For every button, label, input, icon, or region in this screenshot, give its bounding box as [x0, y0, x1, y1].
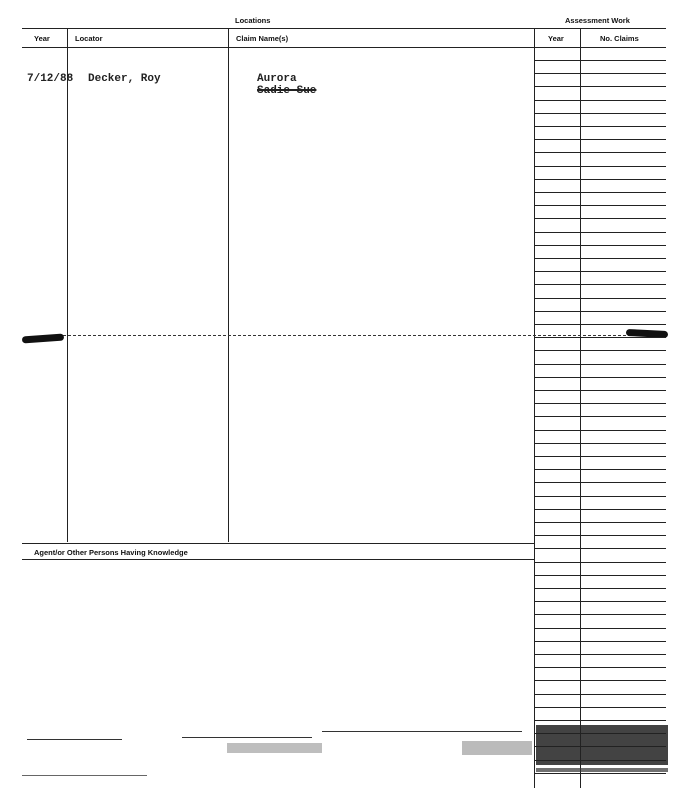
col-claim-names-header: Claim Name(s)	[236, 34, 289, 43]
assessment-work-row-line	[535, 284, 666, 285]
assessment-work-row-line	[535, 298, 666, 299]
col-aw-year-header: Year	[548, 34, 564, 43]
assessment-work-row-line	[535, 377, 666, 378]
assessment-work-row-line	[535, 654, 666, 655]
col-divider-aw-year	[580, 28, 581, 788]
assessment-work-row-line	[535, 166, 666, 167]
assessment-work-row-line	[535, 245, 666, 246]
assessment-work-row-line	[535, 707, 666, 708]
assessment-work-row-line	[535, 416, 666, 417]
assessment-work-row-line	[535, 641, 666, 642]
assessment-work-row-line	[535, 496, 666, 497]
col-divider-year	[67, 28, 68, 542]
assessment-work-row-line	[535, 720, 666, 721]
col-locator-header: Locator	[75, 34, 103, 43]
assessment-work-row-line	[535, 562, 666, 563]
smudge-left	[22, 334, 64, 344]
assessment-work-row-line	[535, 575, 666, 576]
assessment-work-row-line	[535, 522, 666, 523]
assessment-work-row-line	[535, 205, 666, 206]
header-top-rule	[22, 28, 666, 29]
assessment-work-row-line	[535, 350, 666, 351]
locations-title: Locations	[235, 16, 271, 25]
header-bottom-rule	[22, 47, 666, 48]
assessment-work-row-line	[535, 73, 666, 74]
assessment-work-row-line	[535, 126, 666, 127]
assessment-work-row-line	[535, 548, 666, 549]
agent-top-rule	[22, 543, 534, 544]
col-divider-locator	[228, 28, 229, 542]
col-year-header: Year	[34, 34, 50, 43]
assessment-work-row-line	[535, 482, 666, 483]
assessment-work-row-line	[535, 271, 666, 272]
entry-claim-1: Aurora	[257, 73, 297, 85]
assessment-work-row-line	[535, 601, 666, 602]
scan-noise-bottom	[22, 725, 668, 785]
agent-bottom-rule	[22, 559, 534, 560]
assessment-work-row-line	[535, 232, 666, 233]
assessment-work-row-line	[535, 113, 666, 114]
assessment-work-title: Assessment Work	[565, 16, 630, 25]
assessment-work-row-line	[535, 443, 666, 444]
entry-date: 7/12/88	[27, 73, 74, 85]
assessment-work-row-line	[535, 614, 666, 615]
assessment-work-row-line	[535, 311, 666, 312]
assessment-work-row-line	[535, 628, 666, 629]
assessment-work-row-line	[535, 588, 666, 589]
assessment-work-row-line	[535, 152, 666, 153]
assessment-work-row-line	[535, 430, 666, 431]
assessment-work-row-line	[535, 86, 666, 87]
assessment-work-row-line	[535, 469, 666, 470]
assessment-work-row-line	[535, 680, 666, 681]
assessment-work-row-line	[535, 667, 666, 668]
assessment-work-row-line	[535, 258, 666, 259]
entry-locator: Decker, Roy	[88, 73, 161, 85]
assessment-work-row-line	[535, 535, 666, 536]
assessment-work-row-line	[535, 694, 666, 695]
assessment-work-row-line	[535, 179, 666, 180]
assessment-work-row-line	[535, 218, 666, 219]
assessment-work-row-line	[535, 139, 666, 140]
agent-label: Agent/or Other Persons Having Knowledge	[34, 548, 188, 557]
assessment-work-row-line	[535, 456, 666, 457]
assessment-work-row-line	[535, 364, 666, 365]
assessment-work-row-line	[535, 403, 666, 404]
assessment-work-row-line	[535, 100, 666, 101]
col-no-claims-header: No. Claims	[600, 34, 639, 43]
assessment-work-row-line	[535, 324, 666, 325]
mid-divider-line	[58, 335, 666, 336]
assessment-work-row-line	[535, 509, 666, 510]
assessment-work-row-line	[535, 192, 666, 193]
assessment-work-row-line	[535, 60, 666, 61]
entry-claim-2-struck: Sadie Sue	[257, 85, 317, 97]
col-divider-claims	[534, 28, 535, 788]
assessment-work-row-line	[535, 390, 666, 391]
assessment-work-row-line	[535, 337, 666, 338]
